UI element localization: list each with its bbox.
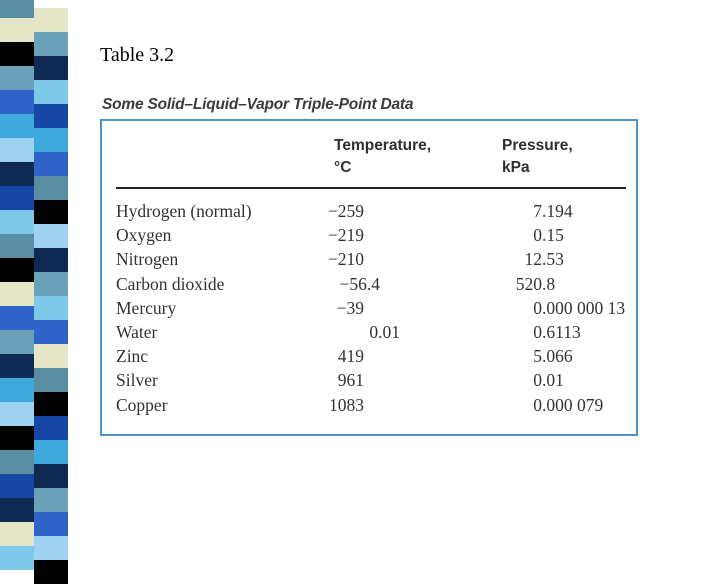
table-row [102, 272, 636, 296]
table-caption: Some Solid–Liquid–Vapor Triple-Point Data [102, 96, 414, 113]
stripe-block [0, 378, 34, 402]
pressure-integer: 0 [533, 394, 542, 415]
pressure-header-line-1: Pressure, [502, 137, 573, 154]
stripe-block [0, 354, 34, 378]
substance-cell: Water [116, 322, 158, 342]
pressure-integer: 520 [515, 273, 542, 294]
pressure-integer: 5 [533, 346, 542, 367]
stripe-block [34, 464, 68, 488]
temperature-header-line-2: °C [334, 159, 352, 176]
stripe-block [0, 546, 34, 570]
decorative-stripe [0, 0, 68, 540]
table-row [102, 320, 636, 344]
stripe-block [0, 66, 34, 90]
pressure-fraction: .53 [542, 249, 564, 270]
stripe-block [34, 200, 68, 224]
pressure-cell [502, 223, 564, 247]
pressure-fraction: .8 [542, 273, 556, 294]
stripe-block [0, 42, 34, 66]
stripe-block [34, 416, 68, 440]
temperature-cell: 961 [337, 370, 364, 391]
table-row [102, 344, 636, 368]
pressure-integer: 0 [533, 225, 542, 246]
stripe-block [34, 104, 68, 128]
stripe-block [34, 560, 68, 584]
table-row [102, 393, 636, 417]
stripe-block [0, 138, 34, 162]
stripe-block [0, 282, 34, 306]
pressure-fraction: .6113 [542, 322, 581, 342]
substance-cell: Carbon dioxide [116, 273, 225, 294]
pressure-fraction: .066 [542, 346, 573, 367]
pressure-cell [502, 199, 573, 223]
stripe-block [0, 258, 34, 282]
stripe-block [0, 306, 34, 330]
substance-cell: Mercury [116, 297, 177, 318]
table-row [102, 223, 636, 247]
table-row [102, 368, 636, 392]
stripe-block [34, 152, 68, 176]
stripe-block [0, 90, 34, 114]
stripe-block [0, 114, 34, 138]
substance-cell: Oxygen [116, 225, 172, 246]
triple-point-table [100, 119, 638, 436]
stripe-block [34, 320, 68, 344]
temperature-cell: 1083 [329, 394, 364, 415]
slide-title: Table 3.2 [100, 44, 175, 66]
stripe-block [0, 474, 34, 498]
stripe-block [0, 162, 34, 186]
stripe-block [0, 234, 34, 258]
stripe-block [34, 392, 68, 416]
pressure-fraction: .000 000 13 [542, 297, 626, 318]
stripe-block [34, 56, 68, 80]
substance-cell: Nitrogen [116, 249, 179, 270]
pressure-cell [502, 368, 564, 392]
pressure-cell [502, 247, 564, 271]
pressure-cell [502, 344, 573, 368]
pressure-fraction: .194 [542, 201, 573, 221]
substance-cell: Copper [116, 394, 168, 415]
stripe-block [0, 450, 34, 474]
temperature-cell: −39 [336, 297, 364, 318]
stripe-block [0, 402, 34, 426]
stripe-block [34, 224, 68, 248]
stripe-block [0, 210, 34, 234]
pressure-cell [502, 320, 581, 344]
temperature-cell: 419 [337, 346, 364, 367]
stripe-block [0, 330, 34, 354]
stripe-block [34, 272, 68, 296]
stripe-block [34, 368, 68, 392]
stripe-block [0, 426, 34, 450]
pressure-fraction: .000 079 [542, 394, 604, 415]
stripe-block [34, 512, 68, 536]
stripe-block [0, 0, 34, 18]
pressure-integer: 0 [533, 322, 542, 342]
stripe-block [34, 296, 68, 320]
table-row [102, 296, 636, 320]
temperature-header [334, 135, 431, 179]
stripe-block [0, 186, 34, 210]
pressure-fraction: .01 [542, 370, 564, 391]
pressure-cell [502, 296, 625, 320]
pressure-integer: 0 [533, 297, 542, 318]
substance-cell: Zinc [116, 346, 149, 367]
stripe-block [34, 80, 68, 104]
temperature-header-line-1: Temperature, [334, 137, 432, 154]
stripe-block [34, 344, 68, 368]
pressure-header-line-2: kPa [502, 159, 530, 176]
substance-cell: Silver [116, 370, 158, 391]
stripe-block [0, 18, 34, 42]
pressure-header [502, 135, 573, 179]
stripe-block [34, 32, 68, 56]
pressure-integer: 12 [524, 249, 542, 270]
pressure-fraction: .15 [542, 225, 564, 246]
stripe-block [34, 128, 68, 152]
temperature-cell: −259 [327, 201, 364, 221]
table-row [102, 247, 636, 271]
table-row [102, 199, 636, 223]
header-rule [116, 187, 626, 189]
temperature-cell: 0.01 [369, 322, 400, 342]
pressure-cell [502, 272, 555, 296]
temperature-cell: −219 [327, 225, 364, 246]
stripe-block [34, 176, 68, 200]
stripe-block [34, 8, 68, 32]
stripe-block [0, 522, 34, 546]
temperature-cell: −56.4 [339, 273, 380, 294]
stripe-block [34, 248, 68, 272]
pressure-integer: 7 [533, 201, 542, 221]
stripe-block [34, 440, 68, 464]
pressure-cell [502, 393, 603, 417]
stripe-block [34, 488, 68, 512]
temperature-cell: −210 [327, 249, 364, 270]
pressure-integer: 0 [533, 370, 542, 391]
stripe-block [0, 498, 34, 522]
substance-cell: Hydrogen (normal) [116, 201, 252, 221]
